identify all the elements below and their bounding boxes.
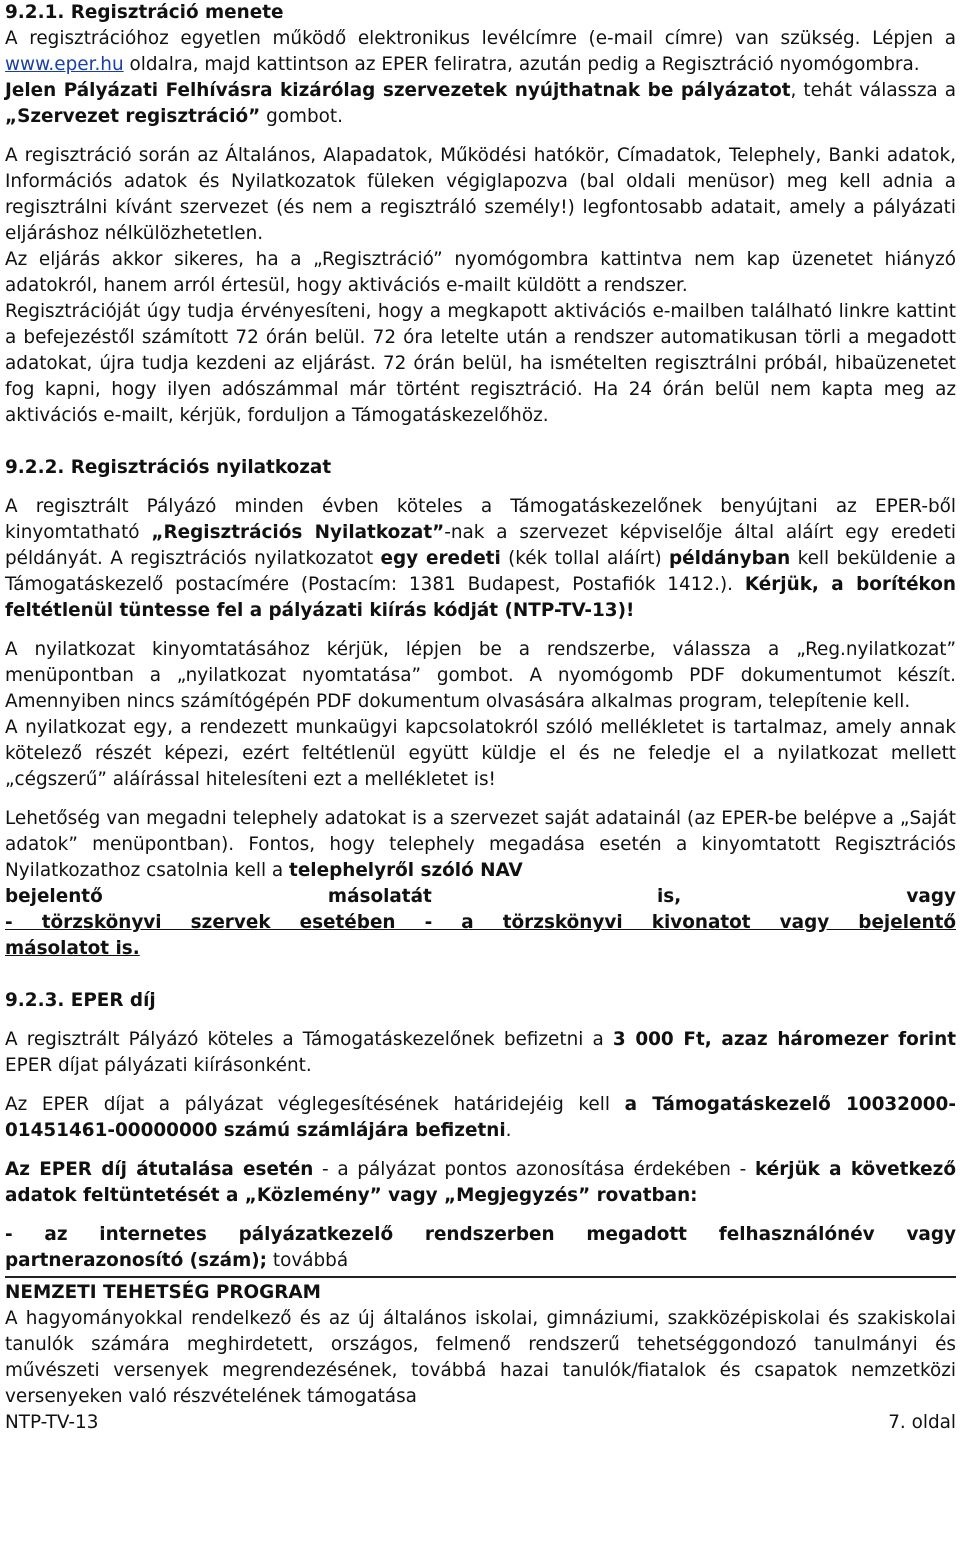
paragraph-site-data: Lehetőség van megadni telephely adatokat is a szervezet saját adatainál (az EPER-be belépve a „Saját adatok” menüpontban). Fontos, hogy telephely megadása esetén a kinyomtatott Regisztrációs Nyilatkozathoz csatolnia kell a telephelyről szóló NAV <box>5 808 956 881</box>
section-heading-9-2-1: 9.2.1. Regisztráció menete <box>5 2 284 23</box>
paragraph-registration-tabs: A regisztráció során az Általános, Alapadatok, Működési hatókör, Címadatok, Telephely, Banki adatok, Információs adatok és Nyilatkozatok füleken végiglapozva (bal oldali menüsor) meg kell adnia a regisztrálni kívánt szervezet (és nem a regisztráló személy!) legfontosabb adatait, amely a pályázati eljáráshoz nélkülözhetetlen. <box>5 145 956 244</box>
paragraph-eper-fee-username: - az internetes pályázatkezelő rendszerben megadott felhasználónév vagy partnerazonosító (szám); továbbá <box>5 1224 956 1271</box>
paragraph-site-data-line3: - törzskönyvi szervek esetében - a törzskönyvi kivonatot vagy bejelentő <box>5 912 956 933</box>
paragraph-site-data-line2: bejelentő másolatát is, vagy <box>5 886 956 907</box>
eper-link[interactable]: www.eper.hu <box>5 54 124 75</box>
paragraph-registration-intro: A regisztrációhoz egyetlen működő elektronikus levélcímre (e-mail címre) van szükség. Lépjen a www.eper.hu oldalra, majd kattintson az EPER feliratra, azután pedig a Regisztráció nyomógombra. <box>5 28 956 75</box>
paragraph-eper-fee: A regisztrált Pályázó köteles a Támogatáskezelőnek befizetni a 3 000 Ft, azaz háromezer forint EPER díjat pályázati kiírásonként. <box>5 1029 957 1076</box>
paragraph-eper-fee-transfer: Az EPER díj átutalása esetén - a pályázat pontos azonosítása érdekében - kérjük a következő adatok feltüntetését a „Közlemény” vagy „Megjegyzés” rovatban: <box>5 1159 956 1206</box>
paragraph-activation: Regisztrációját úgy tudja érvényesíteni, hogy a megkapott aktivációs e-mailben található linkre kattint a befejezéstől számított 72 órán belül. 72 óra letelte után a rendszer automatikusan törli a megadott adatokat, újra tudja kezdeni az eljárást. 72 órán belül, ha ismételten regisztrálni próbál, hibaüzenetet fog kapni, hogy ilyen adószámmal már történt regisztráció. Ha 24 órán belül nem kapta meg az aktivációs e-mailt, kérjük, forduljon a Támogatáskezelőhöz. <box>5 301 956 426</box>
paragraph-eper-fee-account: Az EPER díjat a pályázat véglegesítésének határidejéig kell a Támogatáskezelő 10032000-01451461-00000000 számú számlájára befizetni. <box>5 1094 956 1141</box>
footer-code: NTP-TV-13 <box>5 1412 99 1433</box>
section-heading-9-2-2: 9.2.2. Regisztrációs nyilatkozat <box>5 457 332 478</box>
paragraph-declaration-annex: A nyilatkozat egy, a rendezett munkaügyi kapcsolatokról szóló mellékletet is tartalmaz, amely annak kötelező részét képezi, ezért feltétlenül együtt küldje el és ne feledje el a nyilatkozat mellett „cégszerű” aláírással hitelesíteni ezt a mellékletet is! <box>5 717 956 790</box>
section-heading-9-2-3: 9.2.3. EPER díj <box>5 990 156 1011</box>
footer-divider <box>5 1276 956 1278</box>
footer-program-title: NEMZETI TEHETSÉG PROGRAM <box>5 1282 321 1303</box>
paragraph-organization-only: Jelen Pályázati Felhívásra kizárólag szervezetek nyújthatnak be pályázatot, tehát válassza a „Szervezet regisztráció” gombot. <box>5 80 956 127</box>
paragraph-site-data-line4: másolatot is. <box>5 938 140 959</box>
paragraph-registration-success: Az eljárás akkor sikeres, ha a „Regisztráció” nyomógombra kattintva nem kap üzenetet hiányzó adatokról, hanem arról értesül, hogy aktivációs e-mailt küldött a rendszer. <box>5 249 956 296</box>
footer-page-number: 7. oldal <box>888 1412 956 1433</box>
footer-program-description: A hagyományokkal rendelkező és az új általános iskolai, gimnáziumi, szakközépiskolai és szakiskolai tanulók számára meghirdetett, országos, felmenő rendszerű tehetséggondozó tanulmányi és művészeti versenyek megrendezésének, továbbá hazai tanulók/fiatalok és csapatok nemzetközi versenyeken való részvételének támogatása <box>5 1308 956 1407</box>
footer-line <box>5 1410 956 1436</box>
paragraph-declaration-duty: A regisztrált Pályázó minden évben köteles a Támogatáskezelőnek benyújtani az EPER-ből kinyomtatható „Regisztrációs Nyilatkozat”-nak a szervezet képviselője által aláírt egy eredeti példányát. A regisztrációs nyilatkozatot egy eredeti (kék tollal aláírt) példányban kell beküldenie a Támogatáskezelő postacímére (Postacím: 1381 Budapest, Postafiók 1412.). Kérjük, a borítékon feltétlenül tüntesse fel a pályázati kiírás kódját (NTP-TV-13)! <box>5 496 957 621</box>
paragraph-declaration-print: A nyilatkozat kinyomtatásához kérjük, lépjen be a rendszerbe, válassza a „Reg.nyilatkozat” menüpontban a „nyilatkozat nyomtatása” gombot. A nyomógomb PDF dokumentumot készít. Amennyiben nincs számítógépén PDF dokumentum olvasására alkalmas program, telepítenie kell. <box>5 639 956 712</box>
